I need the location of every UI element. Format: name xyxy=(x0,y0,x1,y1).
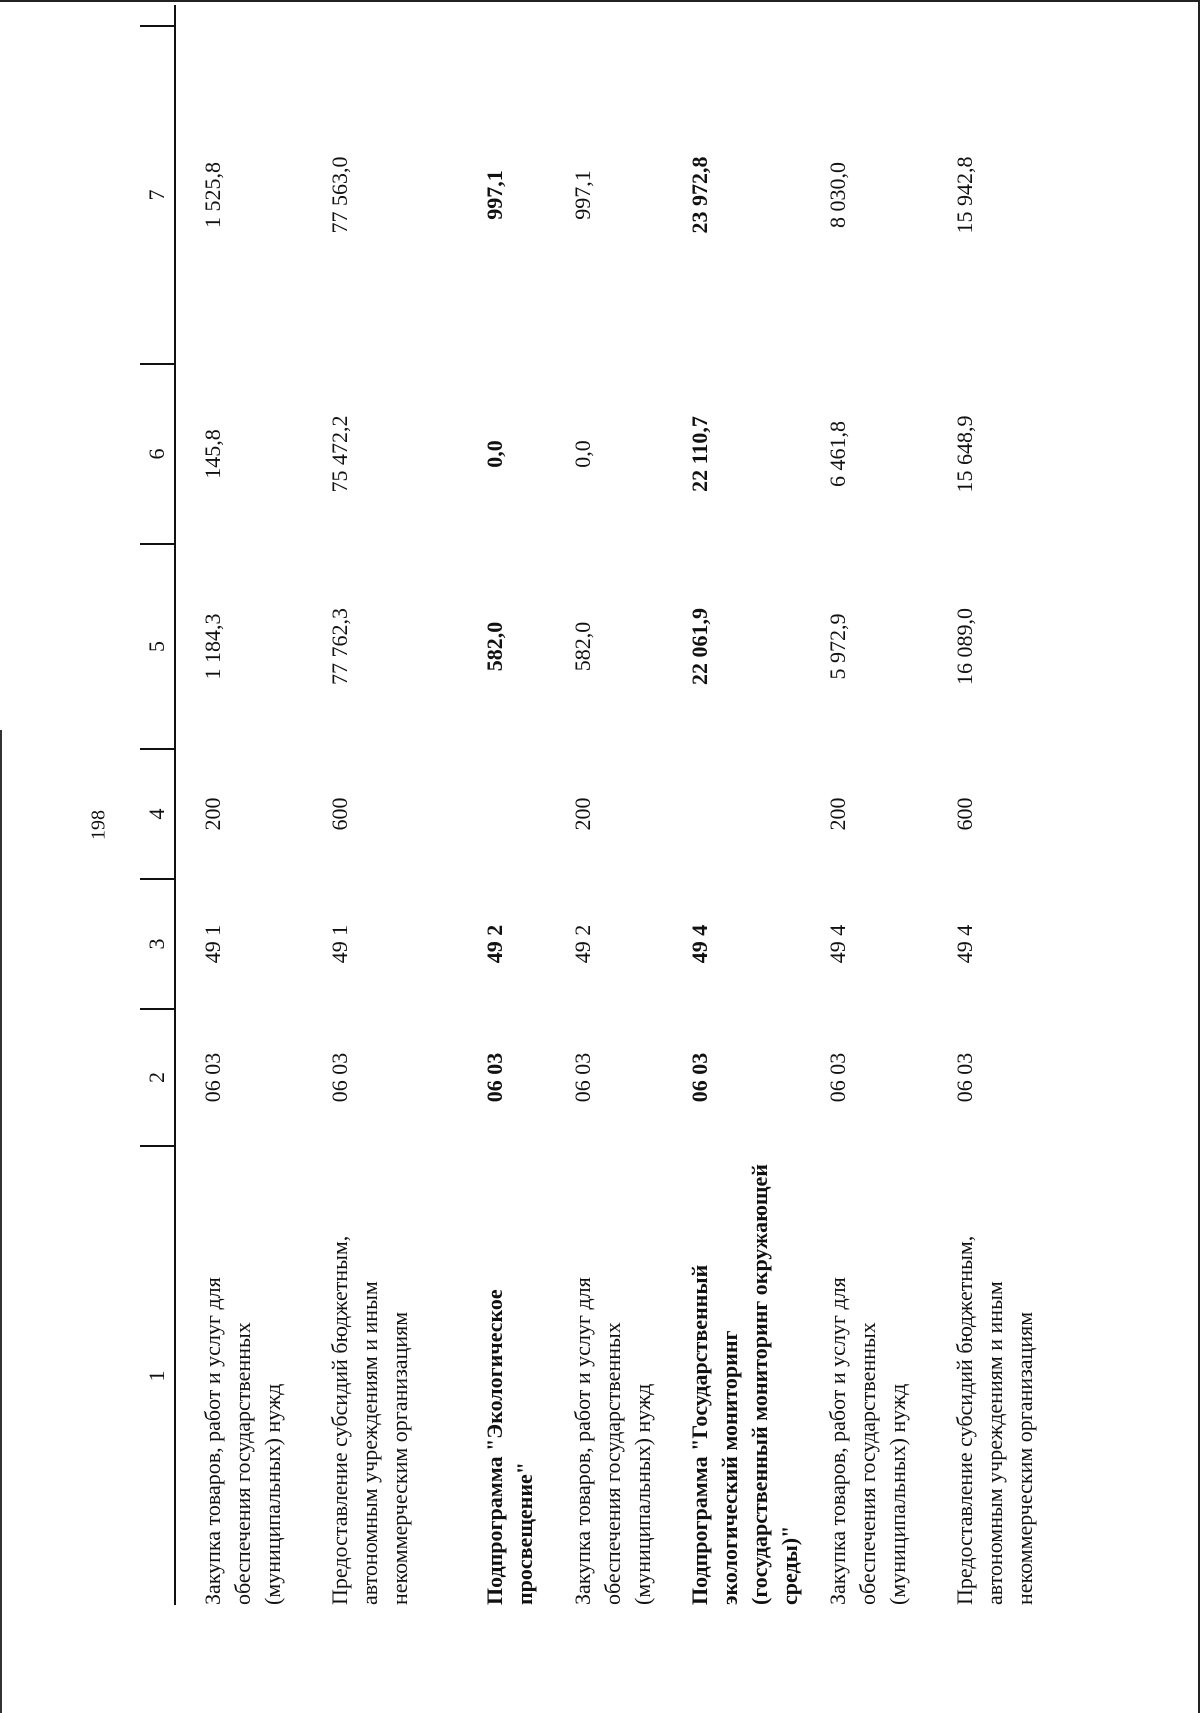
cell-amount-6: 22 110,7 xyxy=(687,416,712,492)
row-description: Закупка товаров, работ и услуг для обеспечения государственных (муниципальных) нужд xyxy=(570,1277,655,1605)
row-description: Предоставление субсидий бюджетным, автономным учреждениям и иным некоммерческим организациям xyxy=(952,1235,1037,1605)
cell-expense-type: 600 xyxy=(952,797,977,831)
row-description: Предоставление субсидий бюджетным, автономным учреждениям и иным некоммерческим организациям xyxy=(327,1235,412,1605)
cell-section: 06 03 xyxy=(200,1052,225,1103)
cell-amount-7: 997,1 xyxy=(482,170,507,220)
cell-amount-6: 0,0 xyxy=(482,440,507,468)
cell-program: 49 2 xyxy=(570,924,595,964)
column-header-4: 4 xyxy=(144,808,169,820)
cell-amount-7: 997,1 xyxy=(570,170,595,220)
column-header-1: 1 xyxy=(144,1370,169,1382)
cell-amount-6: 6 461,8 xyxy=(825,421,850,487)
page-edge-left xyxy=(0,730,2,1713)
header-bottom-rule xyxy=(174,5,176,1605)
cell-program: 49 1 xyxy=(327,924,352,964)
cell-expense-type: 200 xyxy=(200,797,225,831)
cell-section: 06 03 xyxy=(952,1052,977,1103)
page-edge-top xyxy=(0,0,1200,2)
cell-amount-7: 1 525,8 xyxy=(200,162,225,228)
cell-program: 49 1 xyxy=(200,924,225,964)
cell-expense-type: 200 xyxy=(570,797,595,831)
cell-section: 06 03 xyxy=(687,1052,712,1103)
cell-amount-7: 23 972,8 xyxy=(687,156,712,234)
cell-program: 49 2 xyxy=(482,924,507,964)
cell-section: 06 03 xyxy=(825,1052,850,1103)
column-header-7: 7 xyxy=(144,189,169,201)
cell-section: 06 03 xyxy=(327,1052,352,1103)
column-header-3: 3 xyxy=(144,938,169,950)
row-description: Закупка товаров, работ и услуг для обеспечения государственных (муниципальных) нужд xyxy=(825,1277,910,1605)
cell-program: 49 4 xyxy=(952,924,977,964)
cell-amount-5: 582,0 xyxy=(570,621,595,672)
column-header-5: 5 xyxy=(144,641,169,652)
cell-program: 49 4 xyxy=(687,924,712,964)
cell-amount-6: 75 472,2 xyxy=(327,415,352,493)
cell-section: 06 03 xyxy=(570,1052,595,1103)
row-description: Закупка товаров, работ и услуг для обеспечения государственных (муниципальных) нужд xyxy=(200,1277,285,1605)
cell-expense-type: 200 xyxy=(825,797,850,831)
cell-amount-6: 15 648,9 xyxy=(952,415,977,493)
cell-program: 49 4 xyxy=(825,924,850,964)
cell-amount-6: 0,0 xyxy=(570,440,595,468)
cell-amount-5: 5 972,9 xyxy=(825,613,850,680)
cell-expense-type: 600 xyxy=(327,797,352,831)
cell-amount-5: 77 762,3 xyxy=(327,608,352,685)
cell-amount-7: 15 942,8 xyxy=(952,156,977,234)
cell-amount-5: 16 089,0 xyxy=(952,608,977,685)
cell-amount-5: 582,0 xyxy=(482,621,507,672)
row-description: Подпрограмма "Экологическое просвещение" xyxy=(482,1289,537,1605)
cell-amount-7: 8 030,0 xyxy=(825,162,850,228)
budget-table xyxy=(140,5,1140,1605)
cell-amount-5: 1 184,3 xyxy=(200,613,225,680)
page-number: 198 xyxy=(87,810,110,840)
column-header-6: 6 xyxy=(144,448,169,460)
cell-amount-6: 145,8 xyxy=(200,429,225,479)
row-description: Подпрограмма "Государственный экологический мониторинг (государственный мониторинг окружающей среды)" xyxy=(687,1164,802,1605)
column-header-2: 2 xyxy=(144,1072,169,1083)
cell-amount-7: 77 563,0 xyxy=(327,156,352,234)
cell-section: 06 03 xyxy=(482,1052,507,1103)
cell-amount-5: 22 061,9 xyxy=(687,608,712,685)
